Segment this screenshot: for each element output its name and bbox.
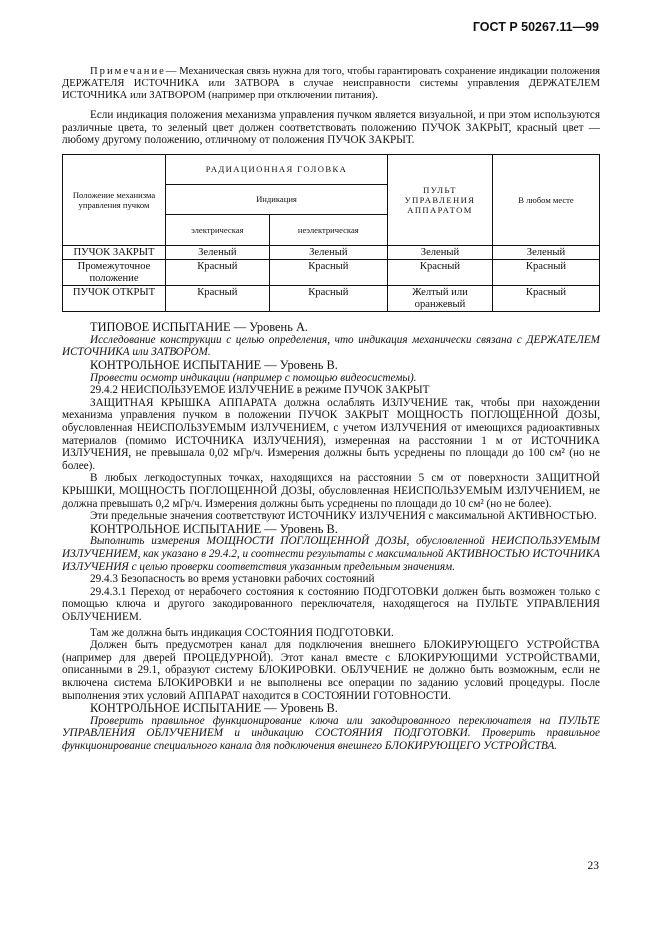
section-29-4-3-title: 29.4.3 Безопасность во время установки рабочих состояний [90, 573, 375, 586]
table-cell-electric: Зеленый [166, 245, 270, 260]
control-test-heading: КОНТРОЛЬНОЕ ИСПЫТАНИЕ — Уровень В. [90, 521, 338, 536]
table-cell-anywhere: Красный [493, 286, 600, 312]
table-header-electric: электрическая [166, 214, 270, 245]
section-29-4-2-title: 29.4.2 НЕИСПОЛЬЗУЕМОЕ ИЗЛУЧЕНИЕ в режиме ПУЧОК ЗАКРЫТ [90, 384, 430, 397]
table-header-position: Положение механизма управления пучком [63, 154, 166, 245]
table-cell-console: Желтый или оранжевый [388, 286, 493, 312]
page-content [62, 66, 600, 752]
intro-paragraph: Если индикация положения механизма управления пучком является визуальной, и при этом используются различные цвета, то зеленый цвет должен соответствовать положению ПУЧОК ЗАКРЫТ, красный цвет — любому другому положению, отличному от положения ПУЧОК ЗАКРЫТ. [62, 109, 600, 147]
note-label: Примечание [90, 66, 166, 77]
table-header-indication: Индикация [166, 184, 388, 214]
note-text: — Механическая связь нужна для того, чтобы гарантировать сохранение индикации положения ДЕРЖАТЕЛЯ ИСТОЧНИКА или ЗАТВОРА в случае неисправности системы управления ДЕРЖАТЕЛЕМ ИСТОЧНИКА или ЗАТВОРОМ (например при отключении питания). [62, 66, 600, 101]
table-cell-position: Промежуточное положение [63, 260, 166, 286]
section-29-4-2-paragraph-1: ЗАЩИТНАЯ КРЫШКА АППАРАТА должна ослаблять ИЗЛУЧЕНИЕ так, чтобы при нахождении механизма управления пучком в положении ПУЧОК ЗАКРЫТ МОЩНОСТЬ ПОГЛОЩЕННОЙ ДОЗЫ, обусловленная НЕИСПОЛЬЗУЕМЫМ ИЗЛУЧЕНИЕМ, с учетом ИЗЛУЧЕНИЯ от имеющихся радиоактивных материалов (помимо ИСТОЧНИКА ИЗЛУЧЕНИЯ), измеренная на расстоянии 1 м от ИСТОЧНИКА ИЗЛУЧЕНИЯ, не превышала 0,02 мГр/ч. Измерения должны быть усреднены по площади до 100 см² (но не более). [62, 396, 600, 472]
section-29-4-2-paragraph-3: Эти предельные значения соответствуют ИСТОЧНИКУ ИЗЛУЧЕНИЯ с максимальной АКТИВНОСТЬЮ. [90, 510, 597, 523]
document-code: ГОСТ Р 50267.11—99 [472, 20, 599, 34]
section-29-4-3-1: 29.4.3.1 Переход от нерабочего состояния к состоянию ПОДГОТОВКИ должен быть возможен только с помощью ключа и другого закодированного переключателя, находящегося на ПУЛЬТЕ УПРАВЛЕНИЯ ОБЛУЧЕНИЕМ. [62, 585, 600, 623]
table-cell-nonelectric: Красный [269, 260, 387, 286]
indication-paragraph: Там же должна быть индикация СОСТОЯНИЯ ПОДГОТОВКИ. [90, 626, 394, 639]
note-paragraph [62, 66, 600, 102]
table-cell-electric: Красный [166, 260, 270, 286]
control-test-description: Проверить правильное функционирование ключа или закодированного переключателя на ПУЛЬТЕ УПРАВЛЕНИЯ ОБЛУЧЕНИЕМ и индикацию СОСТОЯНИЯ ПОДГОТОВКИ. Проверить правильное функционирование специального канала для подключения внешнего БЛОКИРУЮЩЕГО УСТРОЙСТВА. [62, 714, 600, 752]
table-header-nonelectric: неэлектрическая [269, 214, 387, 245]
table-cell-position: ПУЧОК ЗАКРЫТ [63, 245, 166, 260]
channel-paragraph: Должен быть предусмотрен канал для подключения внешнего БЛОКИРУЮЩЕГО УСТРОЙСТВА (например для дверей ПРОЦЕДУРНОЙ). Этот канал вместе с БЛОКИРУЮЩИМИ УСТРОЙСТВАМИ, описанными в 29.1, образуют систему БЛОКИРОВКИ. ОБЛУЧЕНИЕ не должно быть возможным, если не включена система БЛОКИРОВКИ и не выполнены все операции по заданию условий процедуры. После выполнения этих условий АППАРАТ находится в СОСТОЯНИИ ГОТОВНОСТИ. [62, 639, 600, 702]
section-29-4-2-paragraph-2: В любых легкодоступных точках, находящихся на расстоянии 5 см от поверхности ЗАЩИТНОЙ КРЫШКИ, МОЩНОСТЬ ПОГЛОЩЕННОЙ ДОЗЫ, обусловленная НЕИСПОЛЬЗУЕМЫМ ИЗЛУЧЕНИЕМ, не должна превышать 0,2 мГр/ч. Измерения должны быть усреднены по площади до 10 см² (но не более). [62, 472, 600, 510]
table-cell-position: ПУЧОК ОТКРЫТ [63, 286, 166, 312]
table-header-radiation-head: РАДИАЦИОННАЯ ГОЛОВКА [166, 154, 388, 184]
table-cell-electric: Красный [166, 286, 270, 312]
indication-color-table [62, 154, 600, 313]
table-row [63, 286, 600, 312]
table-header-console: ПУЛЬТ УПРАВЛЕНИЯ АППАРАТОМ [388, 154, 493, 245]
table-cell-nonelectric: Красный [269, 286, 387, 312]
control-test-description: Провести осмотр индикации (например с помощью видеосистемы). [90, 371, 417, 384]
control-test-description: Выполнить измерения МОЩНОСТИ ПОГЛОЩЕННОЙ ДОЗЫ, обусловленной НЕИСПОЛЬЗУЕМЫМ ИЗЛУЧЕНИЕМ, как указано в 29.4.2, и соотнести результаты с максимальной АКТИВНОСТЬЮ ИСТОЧНИКА ИЗЛУЧЕНИЯ с целью проверки соответствия указанным предельным значениям. [62, 535, 600, 573]
type-test-heading: ТИПОВОЕ ИСПЫТАНИЕ — Уровень А. [90, 320, 308, 335]
control-test-heading: КОНТРОЛЬНОЕ ИСПЫТАНИЕ — Уровень В. [90, 358, 338, 373]
control-test-heading: КОНТРОЛЬНОЕ ИСПЫТАНИЕ — Уровень В. [90, 701, 338, 716]
table-row [63, 260, 600, 286]
table-cell-console: Красный [388, 260, 493, 286]
table-row [63, 245, 600, 260]
table-cell-anywhere: Зеленый [493, 245, 600, 260]
table-header-anywhere: В любом месте [493, 154, 600, 245]
table-cell-anywhere: Красный [493, 260, 600, 286]
table-cell-nonelectric: Зеленый [269, 245, 387, 260]
page-number: 23 [587, 860, 599, 872]
table-cell-console: Зеленый [388, 245, 493, 260]
type-test-description: Исследование конструкции с целью определения, что индикация механически связана с ДЕРЖАТЕЛЕМ ИСТОЧНИКА или ЗАТВОРОМ. [62, 333, 600, 359]
